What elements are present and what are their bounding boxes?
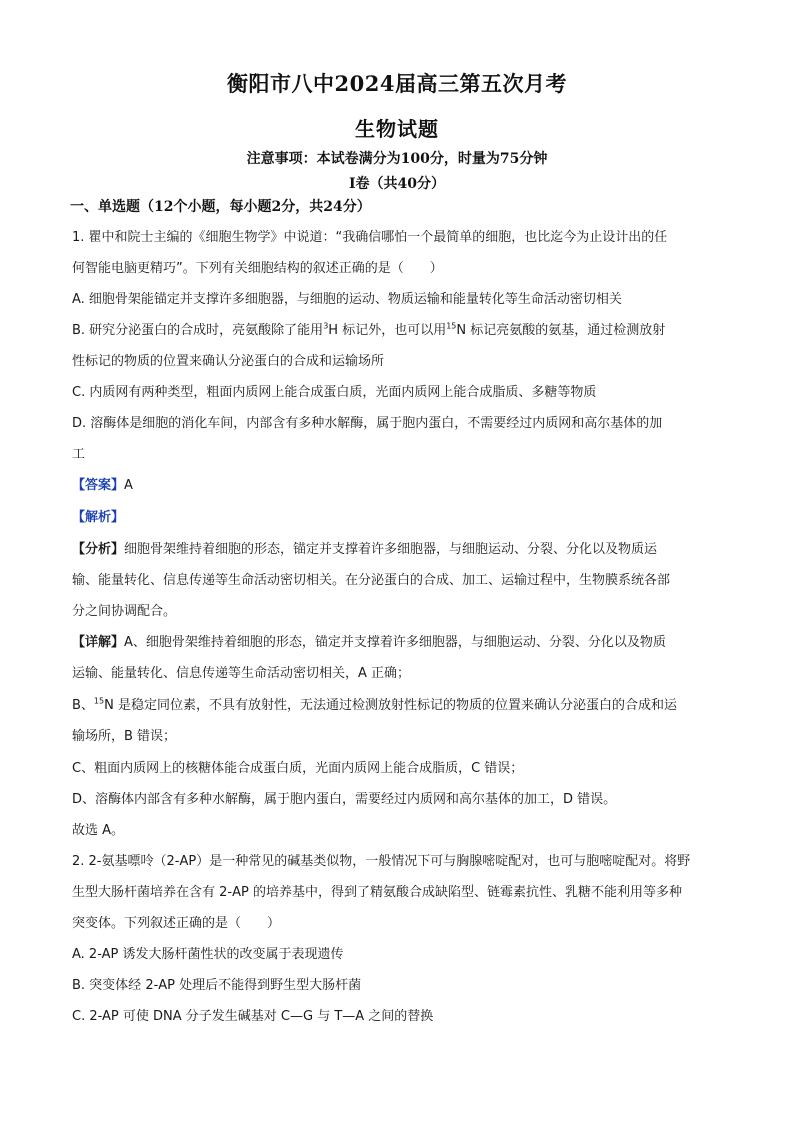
q2-stem-line-3: 突变体。下列叙述正确的是（ ）: [72, 916, 281, 931]
section-heading: 一、单选题（12个小题，每小题2分，共24分）: [70, 199, 371, 215]
q1-xiangjie-line-1: [72, 631, 666, 650]
q1-xiangjie-line-2: 运输、能量转化、信息传递等生命活动密切相关，A 正确；: [72, 666, 411, 681]
q1-explain-c: C、粗面内质网上的核糖体能合成蛋白质，光面内质网上能合成脂质，C 错误；: [72, 761, 524, 776]
q2-option-b: B. 突变体经 2-AP 处理后不能得到野生型大肠杆菌: [72, 978, 362, 993]
q1-explain-d: D、溶酶体内部含有多种水解酶，属于胞内蛋白，需要经过内质网和高尔基体的加工，D 错误。: [72, 792, 617, 807]
q1-option-b-line-1: [72, 319, 665, 338]
q1-explain-b-line-2: 输场所，B 错误；: [72, 729, 177, 744]
q1-stem-line-1: 1. 瞿中和院士主编的《细胞生物学》中说道：“我确信哪怕一个最简单的细胞，也比迄今为止设计出的任: [72, 230, 668, 245]
q1-answer-line: [72, 474, 133, 493]
q1-option-b-text-3: N 标记亮氨酸的氨基，通过检测放射: [456, 323, 666, 338]
xiangjie-text-1: A、细胞骨架维持着细胞的形态，锚定并支撑着许多细胞器，与细胞运动、分裂、分化以及物质: [124, 635, 666, 650]
q1-option-b-text-1: B. 研究分泌蛋白的合成时，亮氨酸除了能用: [72, 323, 324, 338]
exam-title: 衡阳市八中2024届高三第五次月考: [227, 71, 567, 96]
q1-analysis-tag-line: [72, 506, 124, 525]
q2-stem-line-1: 2. 2-氨基嘌呤（2-AP）是一种常见的碱基类似物，一般情况下可与胸腺嘧啶配对，也可与胞嘧啶配对。将野: [72, 854, 691, 869]
q1-fenxi-line-1: [72, 538, 657, 557]
q1-option-d-line-2: 工: [72, 447, 86, 462]
answer-value: A: [124, 478, 133, 493]
q2-option-a: A. 2-AP 诱发大肠杆菌性状的改变属于表现遗传: [72, 947, 344, 962]
q1-option-d-line-1: D. 溶酶体是细胞的消化车间，内部含有多种水解酶，属于胞内蛋白，不需要经过内质网和高尔基体的加: [72, 416, 663, 431]
q1-conclusion: 故选 A。: [72, 823, 125, 838]
q1-explain-b-line-1: [72, 694, 677, 713]
fenxi-tag: 【分析】: [72, 542, 125, 557]
q1-option-c: C. 内质网有两种类型，粗面内质网上能合成蛋白质，光面内质网上能合成脂质、多糖等物质: [72, 385, 597, 400]
fenxi-text-1: 细胞骨架维持着细胞的形态，锚定并支撑着许多细胞器，与细胞运动、分裂、分化以及物质运: [124, 542, 658, 557]
q1-stem-line-2: 何智能电脑更精巧”。下列有关细胞结构的叙述正确的是（ ）: [72, 261, 443, 276]
answer-tag: 【答案】: [72, 478, 125, 493]
q1-option-b-line-2: 性标记的物质的位置来确认分泌蛋白的合成和运输场所: [72, 354, 385, 369]
q1-fenxi-line-2: 输、能量转化、信息传递等生命活动密切相关。在分泌蛋白的合成、加工、运输过程中，生物膜系统各部: [72, 573, 671, 588]
explain-b-sup: 15: [93, 696, 105, 706]
xiangjie-tag: 【详解】: [72, 635, 125, 650]
q1-option-a: A. 细胞骨架能锚定并支撑许多细胞器，与细胞的运动、物质运输和能量转化等生命活动密切相关: [72, 292, 622, 307]
q2-stem-line-2: 生型大肠杆菌培养在含有 2-AP 的培养基中，得到了精氨酸合成缺陷型、链霉素抗性、乳糖不能利用等多种: [72, 885, 682, 900]
q2-option-c: C. 2-AP 可使 DNA 分子发生碱基对 C—G 与 T—A 之间的替换: [72, 1009, 434, 1024]
exam-notice: 注意事项：本试卷满分为100分，时量为75分钟: [246, 151, 548, 167]
q1-option-b-sup-1: 3: [323, 321, 329, 331]
explain-b-prefix: B、: [72, 698, 94, 713]
q1-option-b-text-2: H 标记外，也可以用: [328, 323, 447, 338]
explain-b-text: N 是稳定同位素，不具有放射性，无法通过检测放射性标记的物质的位置来确认分泌蛋白的合成和运: [104, 698, 677, 713]
subject-title: 生物试题: [355, 117, 439, 141]
volume-heading: Ⅰ卷（共40分）: [348, 176, 446, 192]
q1-option-b-sup-2: 15: [446, 321, 457, 331]
analysis-tag: 【解析】: [72, 510, 125, 525]
q1-fenxi-line-3: 分之间协调配合。: [72, 604, 177, 619]
